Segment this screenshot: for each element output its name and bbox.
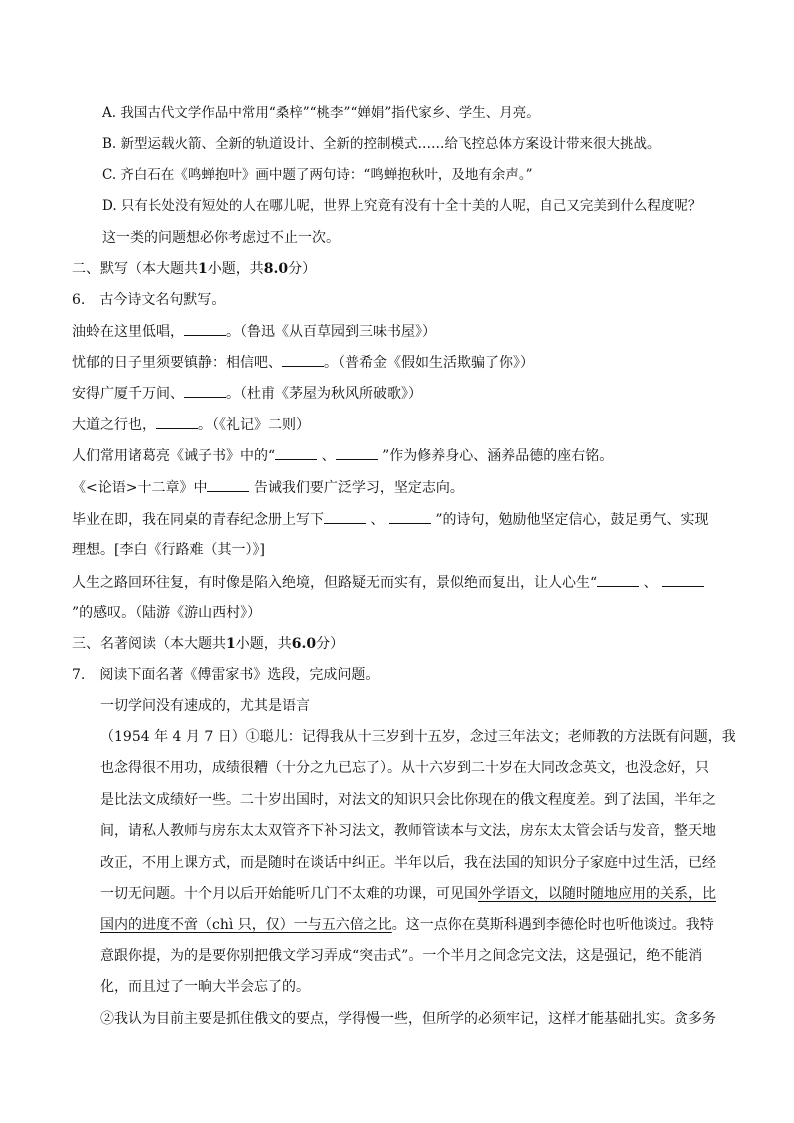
option-d: D. 只有长处没有短处的人在哪儿呢，世界上究竟有没有十全十美的人呢，自己又完美到什么程度呢？ (102, 198, 702, 214)
dictation-line-7: 毕业在即，我在同桌的青春纪念册上写下 、 ”的诗句，勉励他坚定信心，鼓足勇气、实现 (72, 509, 709, 530)
option-d-continued: 这一类的问题想必你考虑过不止一次。 (102, 230, 340, 246)
answer-blank[interactable] (324, 509, 366, 524)
section-3-header: 三、名著阅读（本大题共1小题，共6.0分） (72, 636, 345, 652)
dictation-line-6: 《<论语>十二章》中 告诫我们要广泛学习，坚定志向。 (72, 477, 464, 498)
answer-blank[interactable] (156, 414, 198, 429)
dictation-line-5: 人们常用诸葛亮《诫子书》中的“ 、 ”作为修养身心、涵养品德的座右铭。 (72, 445, 613, 466)
passage-line: 也念得很不用功，成绩很糟（十分之九已忘了）。从十六岁到二十岁在大同改念英文，也没念好，只 (100, 760, 709, 776)
option-b: B. 新型运载火箭、全新的轨道设计、全新的控制模式……给飞控总体方案设计带来很大挑战。 (102, 136, 661, 152)
option-a: A. 我国古代文学作品中常用“桑梓”“桃李”“婵娟”指代家乡、学生、月亮。 (102, 105, 540, 121)
underlined-text: 国内的进度不啻（chì 只，仅）一与五六倍之比 (100, 917, 392, 933)
answer-blank[interactable] (389, 509, 431, 524)
question-7-title: 7. 阅读下面名著《傅雷家书》选段，完成问题。 (72, 667, 380, 683)
answer-blank[interactable] (184, 321, 226, 336)
dictation-line-2: 忧郁的日子里须要镇静：相信吧、 。（普希金《假如生活欺骗了你》） (72, 352, 534, 373)
passage-line: 国内的进度不啻（chì 只，仅）一与五六倍之比。这一点你在莫斯科遇到李德伦时也听他谈过。我特 (100, 917, 714, 933)
answer-blank[interactable] (184, 383, 226, 398)
dictation-line-8: 人生之路回环往复，有时像是陷入绝境，但路疑无而实有，景似绝而复出，让人心生“ 、 (72, 572, 704, 593)
passage-line: 改正，不用上课方式，而是随时在谈话中纠正。半年以后，我在法国的知识分子家庭中过生活，已经 (100, 855, 716, 871)
passage-line: ②我认为目前主要是抓住俄文的要点，学得慢一些，但所学的必须牢记，这样才能基础扎实。贪多务 (100, 1011, 716, 1027)
question-6-title: 6. 古今诗文名句默写。 (72, 292, 226, 308)
answer-blank[interactable] (597, 572, 639, 587)
passage-line: 是比法文成绩好一些。二十岁出国时，对法文的知识只会比你现在的俄文程度差。到了法国，半年之 (100, 792, 716, 808)
dictation-line-8-continued: ”的感叹。（陆游《游山西村》） (72, 605, 262, 621)
passage-line: 间，请私人教师与房东太太双管齐下补习法文，教师管读本与文法，房东太太管会话与发音，整天地 (100, 823, 716, 839)
underlined-text: 外学语文，以随时随地应用的关系，比 (478, 886, 716, 902)
section-2-header: 二、默写（本大题共1小题，共8.0分） (72, 261, 317, 277)
answer-blank[interactable] (207, 477, 249, 492)
passage-line: 意跟你提，为的是要你别把俄文学习弄成“突击式”。一个半月之间念完文法，这是强记，绝不能消 (100, 948, 703, 964)
answer-blank[interactable] (336, 445, 378, 460)
dictation-line-7-continued: 理想。[李白《行路难（其一）》] (72, 542, 265, 558)
passage-line: 化，而且过了一晌大半会忘了的。 (100, 979, 310, 995)
answer-blank[interactable] (282, 352, 324, 367)
answer-blank[interactable] (662, 572, 704, 587)
passage-line: 一切无问题。十个月以后开始能听几门不太难的功课，可见国外学语文，以随时随地应用的关系，比 (100, 886, 716, 902)
answer-blank[interactable] (275, 445, 317, 460)
passage-title: 一切学问没有速成的，尤其是语言 (100, 698, 310, 714)
dictation-line-4: 大道之行也， 。（《礼记》二则） (72, 414, 310, 435)
dictation-line-3: 安得广厦千万间、 。（杜甫《茅屋为秋风所破歌》） (72, 383, 422, 404)
option-c: C. 齐白石在《鸣蝉抱叶》画中题了两句诗：“鸣蝉抱秋叶，及地有余声。” (102, 167, 533, 183)
dictation-line-1: 油蛉在这里低唱， 。（鲁迅《从百草园到三味书屋》） (72, 321, 436, 342)
passage-line: （1954 年 4 月 7 日）①聪儿：记得我从十三岁到十五岁，念过三年法文；老师教的方法既有问题，我 (100, 729, 736, 745)
